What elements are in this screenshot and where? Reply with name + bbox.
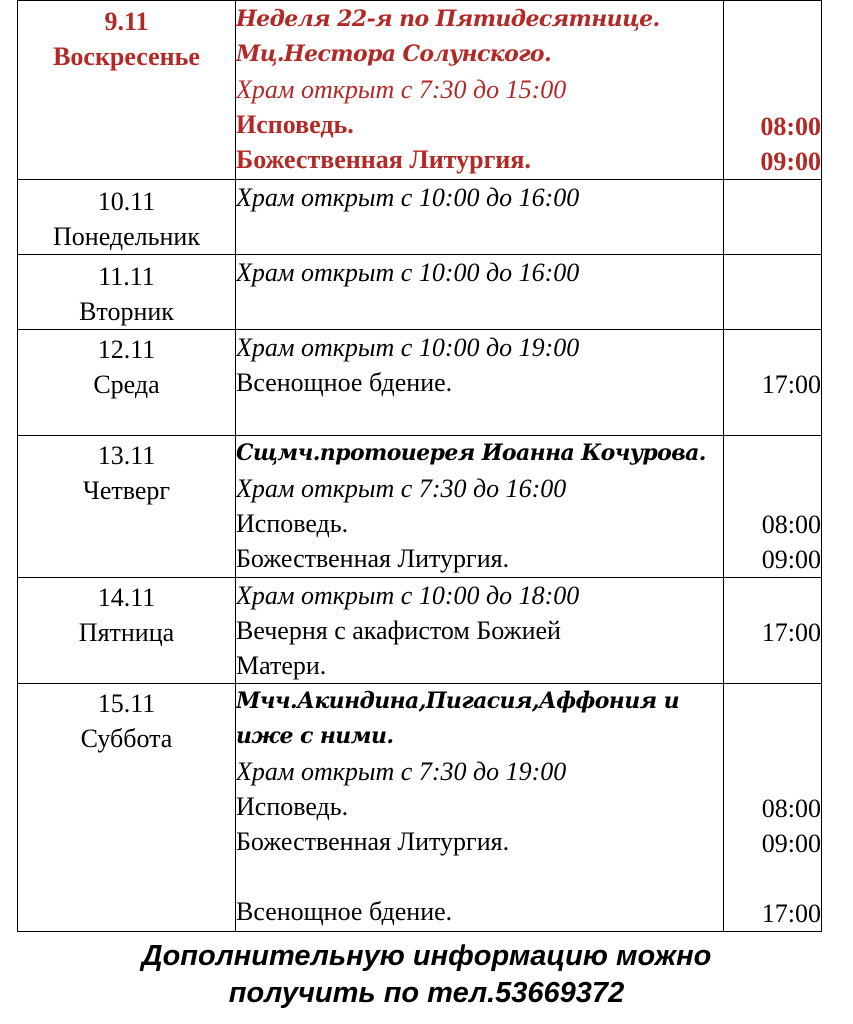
date-label: 13.11 bbox=[97, 441, 156, 470]
opening-hours: Храм открыт с 7:30 до 19:00 bbox=[236, 757, 567, 786]
day-cell bbox=[18, 436, 236, 578]
service-time: 08:00 bbox=[760, 112, 821, 141]
schedule-row-saturday bbox=[18, 684, 822, 932]
service-time: 08:00 bbox=[761, 794, 821, 823]
date-label: 11.11 bbox=[98, 262, 155, 291]
weekday-label: Суббота bbox=[80, 724, 173, 753]
events-cell bbox=[236, 578, 724, 684]
events-cell bbox=[236, 684, 724, 932]
service-time: 08:00 bbox=[761, 510, 821, 539]
opening-hours: Храм открыт с 10:00 до 16:00 bbox=[236, 258, 580, 287]
schedule-row-sunday bbox=[18, 1, 822, 180]
service-name: Всенощное бдение. bbox=[236, 368, 453, 397]
service-name: Исповедь. bbox=[236, 110, 354, 139]
opening-hours: Храм открыт с 7:30 до 16:00 bbox=[236, 474, 567, 503]
weekday-label: Воскресенье bbox=[53, 42, 200, 71]
date-label: 15.11 bbox=[97, 689, 156, 718]
service-name: Вечерня с акафистом Божией Матери. bbox=[236, 616, 561, 680]
service-time: 17:00 bbox=[761, 899, 821, 928]
date-label: 14.11 bbox=[97, 583, 156, 612]
saint-name: Мц.Нестора Солунского. bbox=[236, 41, 552, 67]
events-cell bbox=[236, 330, 724, 436]
weekday-label: Пятница bbox=[78, 618, 175, 647]
schedule-row-monday bbox=[18, 180, 822, 255]
opening-hours: Храм открыт с 10:00 до 19:00 bbox=[236, 333, 580, 362]
day-cell bbox=[18, 180, 236, 255]
service-name: Исповедь. bbox=[236, 792, 349, 821]
contact-line-2: получить по тел.53669372 bbox=[228, 977, 625, 1009]
date-label: 9.11 bbox=[104, 7, 149, 36]
saint-name: Мчч.Акиндина,Пигасия,Аффония и иже с ними. bbox=[236, 688, 679, 749]
spacer bbox=[236, 859, 723, 894]
service-time: 17:00 bbox=[761, 618, 821, 647]
events-cell bbox=[236, 1, 724, 180]
feast-title: Неделя 22-я по Пятидесятнице. bbox=[236, 6, 660, 32]
service-name: Исповедь. bbox=[236, 509, 349, 538]
day-cell bbox=[18, 255, 236, 330]
day-cell bbox=[18, 330, 236, 436]
contact-line-1: Дополнительную информацию можно bbox=[141, 940, 712, 972]
times-cell bbox=[724, 255, 822, 330]
weekday-label: Четверг bbox=[82, 476, 171, 505]
events-cell bbox=[236, 255, 724, 330]
times-cell bbox=[724, 436, 822, 578]
schedule-row-tuesday bbox=[18, 255, 822, 330]
service-name: Божественная Литургия. bbox=[236, 544, 510, 573]
day-cell bbox=[18, 578, 236, 684]
date-label: 12.11 bbox=[97, 335, 156, 364]
service-name: Божественная Литургия. bbox=[236, 145, 531, 174]
day-cell bbox=[18, 1, 236, 180]
service-name: Божественная Литургия. bbox=[236, 827, 510, 856]
weekday-label: Вторник bbox=[79, 297, 174, 326]
service-name: Всенощное бдение. bbox=[236, 897, 453, 926]
opening-hours: Храм открыт с 7:30 до 15:00 bbox=[236, 75, 567, 104]
times-cell bbox=[724, 330, 822, 436]
saint-name: Сщмч.протоиерея Иоанна Кочурова. bbox=[236, 440, 706, 466]
weekday-label: Понедельник bbox=[53, 222, 200, 251]
events-cell bbox=[236, 180, 724, 255]
spacer bbox=[724, 861, 821, 896]
weekday-label: Среда bbox=[93, 370, 160, 399]
times-cell bbox=[724, 684, 822, 932]
events-cell bbox=[236, 436, 724, 578]
schedule-table bbox=[17, 0, 822, 932]
schedule-row-friday bbox=[18, 578, 822, 684]
opening-hours: Храм открыт с 10:00 до 16:00 bbox=[236, 183, 580, 212]
service-time: 17:00 bbox=[761, 370, 821, 399]
service-time: 09:00 bbox=[760, 147, 821, 176]
day-cell bbox=[18, 684, 236, 932]
times-cell bbox=[724, 578, 822, 684]
opening-hours: Храм открыт с 10:00 до 18:00 bbox=[236, 581, 580, 610]
schedule-row-thursday bbox=[18, 436, 822, 578]
times-cell bbox=[724, 1, 822, 180]
service-time: 09:00 bbox=[761, 545, 821, 574]
service-time: 09:00 bbox=[761, 829, 821, 858]
date-label: 10.11 bbox=[97, 187, 156, 216]
contact-info bbox=[0, 938, 853, 1012]
schedule-row-wednesday bbox=[18, 330, 822, 436]
times-cell bbox=[724, 180, 822, 255]
